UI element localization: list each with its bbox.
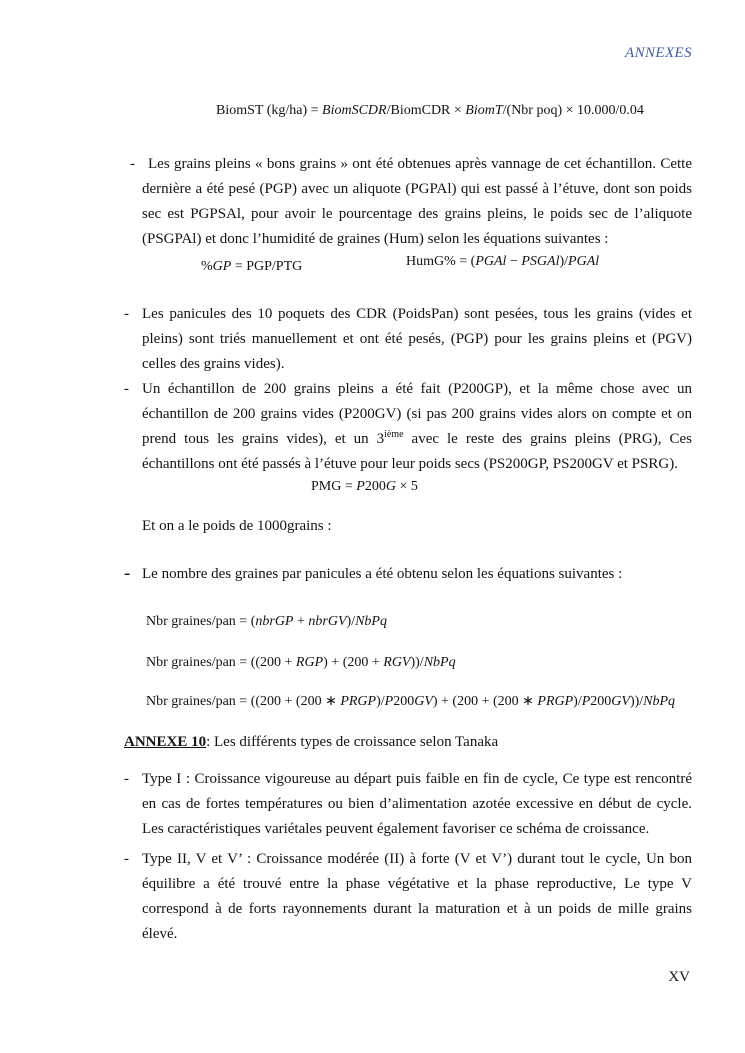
bullet-item-type-2-5 bbox=[124, 847, 692, 947]
page-content bbox=[124, 0, 692, 947]
bullet-item-grains-pleins bbox=[124, 152, 692, 252]
paragraph-text: Les grains pleins « bons grains » ont été obtenues après vannage de cet échantillon. Cette dernière a été pesé (PGP) avec un aliquote (PGPAl) qui est passé à l’étuve, dont son poids sec est PGPSAl, pour avoir le pourcentage des grains pleins, le poids sec de l’aliquote (PSGPAl) et donc l’humidité de graines (Hum) selon les équations suivantes : bbox=[142, 156, 692, 247]
equation-nbr-graines-1: Nbr graines/pan = (nbrGP + nbrGV)/NbPq bbox=[146, 614, 387, 629]
equation-pmg: PMG = P200G × 5 bbox=[311, 479, 418, 494]
paragraph-segment: avec le reste des grains pleins (PRG), Ces échantillons ont été passés à l’étuve pour leur poids secs (PS200GP, PS200GV et PSRG). bbox=[142, 431, 692, 472]
bullet-marker: - bbox=[124, 306, 129, 322]
bullet-marker: - bbox=[130, 156, 135, 172]
equation-row bbox=[124, 254, 692, 274]
bullet-marker: - bbox=[124, 771, 129, 787]
superscript-ieme: ième bbox=[384, 429, 404, 440]
annexe10-subtitle: : Les différents types de croissance selon Tanaka bbox=[206, 734, 499, 750]
equation-pct-gp: %GP = PGP/PTG bbox=[201, 259, 303, 274]
paragraph-text: Les panicules des 10 poquets des CDR (PoidsPan) sont pesées, tous les grains (vides et pleins) sont triés manuellement et ont été pesés, (PGP) pour les grains pleins et (PGV) celles des grains vides). bbox=[142, 306, 692, 372]
bullet-item-nombre-graines bbox=[124, 562, 692, 587]
bullet-marker: - bbox=[124, 851, 129, 867]
equation-humg: HumG% = (PGAl − PSGAl)/PGAl bbox=[406, 254, 600, 269]
bullet-marker: - bbox=[124, 563, 131, 584]
equation-biomst: BiomST (kg/ha) = BiomSCDR/BiomCDR × BiomT/(Nbr poq) × 10.000/0.04 bbox=[216, 103, 644, 118]
paragraph-text: Le nombre des graines par panicules a été obtenu selon les équations suivantes : bbox=[142, 566, 623, 582]
bullet-item-panicules bbox=[124, 302, 692, 377]
bullet-item-echantillon bbox=[124, 377, 692, 477]
paragraph-text: Type II, V et V’ : Croissance modérée (II) à forte (V et V’) durant tout le cycle, Un bon équilibre a été trouvé entre la phase végétative et la phase reproductive, Le type V correspond à de forts rayonnements durant la maturation et à un poids de mille grains élevé. bbox=[142, 851, 692, 942]
annexe10-heading bbox=[124, 730, 692, 755]
bullet-item-type-1 bbox=[124, 767, 692, 842]
paragraph-poids-1000-grains: Et on a le poids de 1000grains : bbox=[142, 518, 332, 534]
annexes-header: ANNEXES bbox=[625, 45, 692, 61]
page-number: XV bbox=[668, 969, 690, 985]
annexe10-title: ANNEXE 10 bbox=[124, 734, 207, 750]
equation-nbr-graines-3: Nbr graines/pan = ((200 + (200 ∗ PRGP)/P200GV) + (200 + (200 ∗ PRGP)/P200GV))/NbPq bbox=[146, 694, 676, 709]
bullet-marker: - bbox=[124, 381, 129, 397]
paragraph-text bbox=[142, 381, 692, 472]
paragraph-text: Type I : Croissance vigoureuse au départ puis faible en fin de cycle, Ce type est rencontré en cas de fortes températures ou bien d’alimentation azotée excessive en début de cycle. Les caractéristiques variétales peuvent également favoriser ce schéma de croissance. bbox=[142, 771, 692, 837]
equation-nbr-graines-2: Nbr graines/pan = ((200 + RGP) + (200 + RGV))/NbPq bbox=[146, 655, 456, 670]
paragraph-segment: Un échantillon de 200 grains pleins a été fait (P200GP), et la même chose avec un échantillon de 200 grains vides (P200GV) (si pas 200 grains vides alors on compte et on prend tous les grains vides), et un 3 bbox=[142, 381, 692, 447]
